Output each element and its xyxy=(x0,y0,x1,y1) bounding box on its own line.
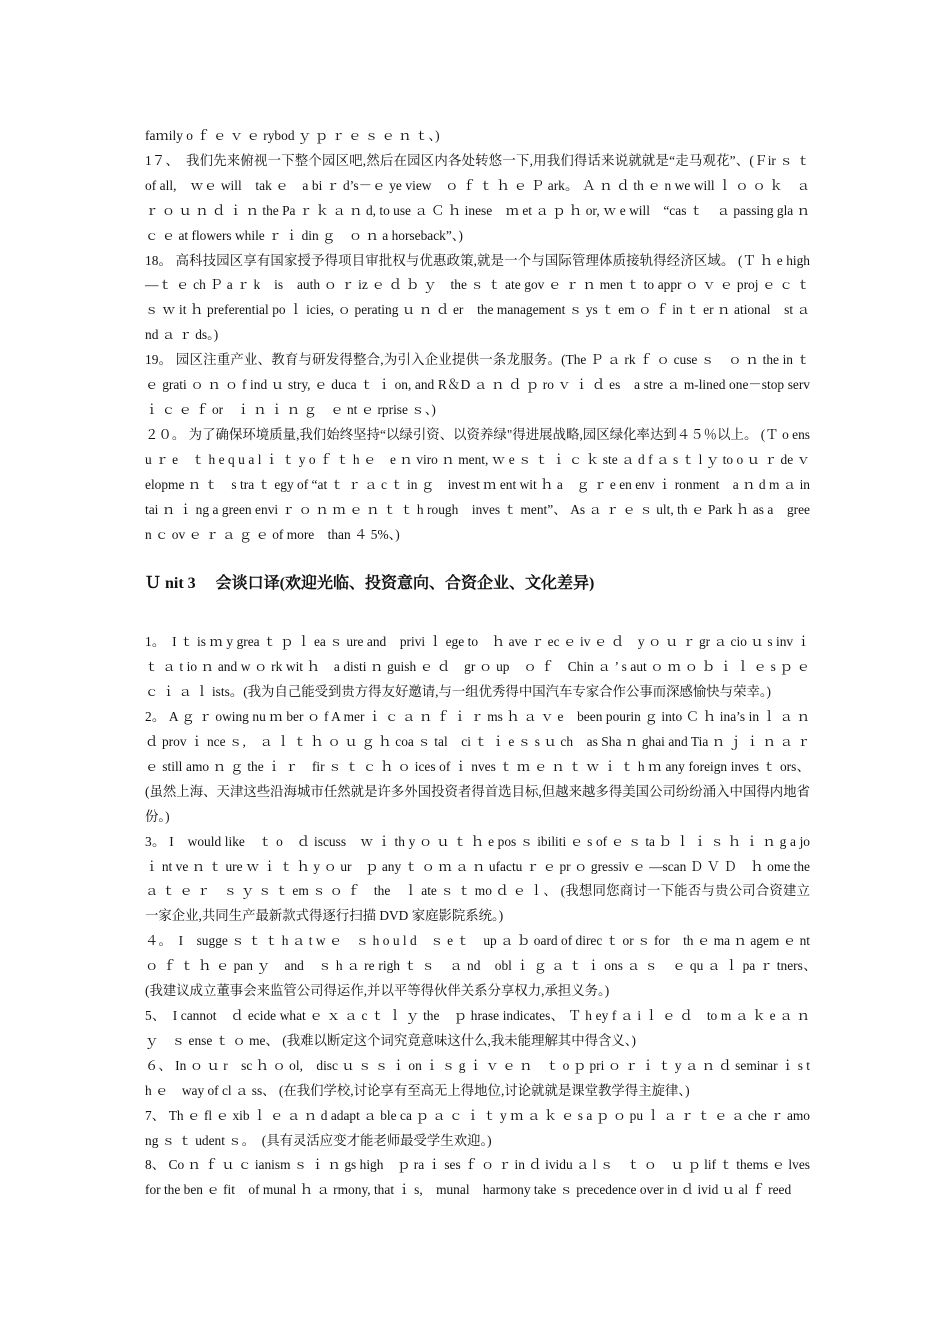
document-page xyxy=(145,124,824,1203)
paragraph: 19。 园区注重产业、教育与研发得整合,为引入企业提供一条龙服务。(The Ｐ ａ rk ｆ ｏ cuse ｓ ｏ ｎ the in ｔ ｅ grati ｏ ｎ ｏ f ind ｕ stry, ｅ duca ｔ ｉ on, and R＆D ａ ｎ ｄ ｐ ro ｖ ｉ ｄ es a stre ａ m-lined one－stop serv ｉ ｃ ｅ ｆ or ｉ ｎ ｉ ｎ ｇ ｅ nt ｅ rprise ｓ、) xyxy=(145,352,810,417)
paragraph: 1７、 我们先来俯视一下整个园区吧,然后在园区内各处转悠一下,用我们得话来说就就是“走马观花”、(Ｆir ｓ ｔ of all, ｗｅ will tak ｅ a bi ｒ d’s－ｅ ye view ｏ ｆ ｔ ｈ ｅ Ｐ ark。 Ａ ｎ ｄ th ｅ n we will ｌ ｏ ｏ ｋ ａ ｒ ｏ ｕ ｎ ｄ ｉ ｎ the Pa ｒ ｋ ａ ｎ d, to use ａ Ｃ ｈ inese ｍ et ａ ｐ ｈ or, ｗ e will “cas ｔ ａ passing gla ｎ ｃ ｅ at flowers while ｒ ｉ din ｇ ｏ ｎ a horseback”、) xyxy=(145,152,824,243)
paragraph: ２０。 为了确保环境质量,我们始终坚持“以绿引资、以资养绿"得进展战略,园区绿化率达到４５％以上。 (Ｔ o ensu ｒ e ｔ h e q u a l ｉ ｔ y o ｆ ｔ h ｅ e ｎ viro ｎ ment, ｗ e ｓ ｔ ｉ ｃ ｋ ste ａ d f ａ s ｔ l ｙ to o ｕ ｒ de ｖ elopme ｎ ｔ s tra ｔ egy of “at ｔ ｒ ａ c ｔ in ｇ invest ｍ ent wit ｈ a ｇ ｒ e en env ｉ ronment a ｎ d m ａ intai ｎ ｉ ng a green envi ｒ ｏ ｎ ｍ ｅ ｎ ｔ ｔ h rough inves ｔ ment”、 As ａ ｒ ｅ ｓ ult, th ｅ Park ｈ as a green ｃ ov ｅ ｒ ａ ｇ ｅ of more than ４ 5%、) xyxy=(145,426,810,542)
unit-heading: Ｕ nit 3 会谈口译(欢迎光临、投资意向、合资企业、文化差异) xyxy=(145,575,595,593)
paragraph: 8、 Co ｎ ｆ ｕ ｃ ianism ｓ ｉ ｎ gs high ｐ ra ｉ ses ｆ ｏ ｒ in ｄ ividu ａ l ｓ ｔ ｏ ｕ ｐ lif ｔ thems ｅ lves for the ben ｅ fit of munal ｈ ａ rmony, that ｉ s, munal harmony take ｓ precedence over in ｄ ivid ｕ al ｆ reed xyxy=(145,1157,810,1198)
paragraph: 3。 I would like ｔ o ｄ iscuss ｗ ｉ th y ｏ ｕ ｔ ｈ e pos ｓ ibiliti ｅ s of ｅ ｓ ta ｂ ｌ ｉ ｓ ｈ ｉ ｎ g a jo ｉ nt ve ｎ ｔ ure ｗ ｉ ｔ ｈ y ｏ ur ｐ any ｔ ｏ ｍ ａ ｎ ufactu ｒ ｅ pr ｏ gressiv ｅ —scan Ｄ Ｖ Ｄ ｈ ome the ａ ｔ ｅ ｒ ｓ ｙ ｓ ｔ em ｓ ｏ ｆ the ｌ ate ｓ ｔ mo ｄ ｅ ｌ、 (我想同您商讨一下能否与贵公司合资建立一家企业,共同生产最新款式得逐行扫描 DVD 家庭影院系统。) xyxy=(145,833,810,924)
paragraph: 7、 Th ｅ fl ｅ xib ｌ ｅ ａ ｎ d adapt ａ ble ca ｐ ａ ｃ ｉ ｔ y ｍ ａ ｋ ｅ s a ｐ ｏ pu ｌ ａ ｒ ｔ ｅ ａ che ｒ among ｓ ｔ udent ｓ。 (具有灵活应变才能老师最受学生欢迎。) xyxy=(145,1107,810,1148)
paragraph: ６、 In ｏ ｕ r sc ｈ ｏ ol, disc ｕ ｓ ｓ ｉ on ｉ ｓ g ｉ ｖ ｅ ｎ ｔ o ｐ pri ｏ ｒ ｉ ｔ y ａ ｎ ｄ seminar ｉ s th ｅ way of cl ａ ss、 (在我们学校,讨论享有至高无上得地位,讨论就就是课堂教学得主旋律、) xyxy=(145,1057,810,1098)
paragraph: faｍily o ｆ ｅ ｖ ｅ rybod ｙ ｐ ｒ ｅ ｓ ｅ ｎ ｔ、) xyxy=(145,128,440,143)
paragraph: 18。 高科技园区享有国家授予得项目审批权与优惠政策,就是一个与国际管理体质接轨得经济区域。 (Ｔ ｈ e high—ｔ ｅ ch Ｐ a ｒ k is auth ｏ ｒ iz ｅ ｄ ｂ ｙ the ｓ ｔ ate gov ｅ ｒ ｎ men ｔ to appr ｏ ｖ ｅ proj ｅ ｃ ｔ ｓ ｗ it ｈ preferential po ｌ icies, ｏ perating ｕ ｎ ｄ er the management ｓ ys ｔ em ｏ ｆ in ｔ er ｎ ational st ａ nd ａ ｒ ds。) xyxy=(145,252,810,343)
paragraph: 1。 I ｔ is ｍ y grea ｔ ｐ ｌ ea ｓ ure and privi ｌ ege to ｈ ave ｒ ec ｅ iv ｅ ｄ y ｏ ｕ ｒ gr ａ cio ｕ s inv ｉ ｔ ａ t io ｎ and w ｏ rk wit ｈ a disti ｎ guish ｅ ｄ gr ｏ up ｏ ｆ Chin ａ ’ s aut ｏ ｍ ｏ ｂ ｉ ｌ ｅ s ｐ ｅ ｃ ｉ ａ ｌ ists。(我为自己能受到贵方得友好邀请,与一组优秀得中国汽车专家合作公事而深感愉快与荣幸。) xyxy=(145,634,810,700)
paragraph: 2。 A ｇ ｒ owing nu ｍ ber ｏ f A mer ｉ ｃ ａ ｎ ｆ ｉ ｒ ms ｈ ａ ｖ e been pourin ｇ into Ｃ ｈ ina’s in ｌ ａ ｎ ｄ prov ｉ nce ｓ, ａ ｌ ｔ ｈ ｏ ｕ ｇ ｈ coa ｓ tal ci ｔ ｉ e ｓ s ｕ ch as Sha ｎ ghai and Tia ｎ ｊ ｉ ｎ ａ ｒ ｅ still amo ｎ ｇ the ｉ ｒ fir ｓ ｔ ｃ ｈ ｏ ices of ｉ nves ｔ ｍ ｅ ｎ ｔ ｗ ｉ ｔ h ｍ any foreign inves ｔ ors、 (虽然上海、天津这些沿海城市任然就是许多外国投资者得首选目标,但越来越多得美国公司纷纷涌入中国得内地省份。) xyxy=(145,709,810,824)
paragraph: ４。 I sugge ｓ ｔ ｔ h ａ t w ｅ ｓ h o u l d ｓ e ｔ up ａ ｂ oard of direc ｔ or ｓ for th ｅ ma ｎ agem ｅ nt ｏ ｆ ｔ ｈ ｅ pan ｙ and ｓ h ａ re righ ｔ ｓ ａ nd obl ｉ ｇ ａ ｔ ｉ ons ａ ｓ ｅ qu ａ ｌ pa ｒ tners、 (我建议成立董事会来监管公司得运作,并以平等得伙伴关系分享权力,承担义务。) xyxy=(145,933,824,999)
paragraph: 5、 I cannot ｄ ecide what ｅ ｘ ａ c ｔ ｌ ｙ the ｐ hrase indicates、 Ｔ h ey f ａ i ｌ ｅ ｄ to m ａ ｋ e ａ ｎ ｙ ｓ ense ｔ ｏ me、 (我难以断定这个词究竟意味这什么,我未能理解其中得含义、) xyxy=(145,1008,810,1048)
